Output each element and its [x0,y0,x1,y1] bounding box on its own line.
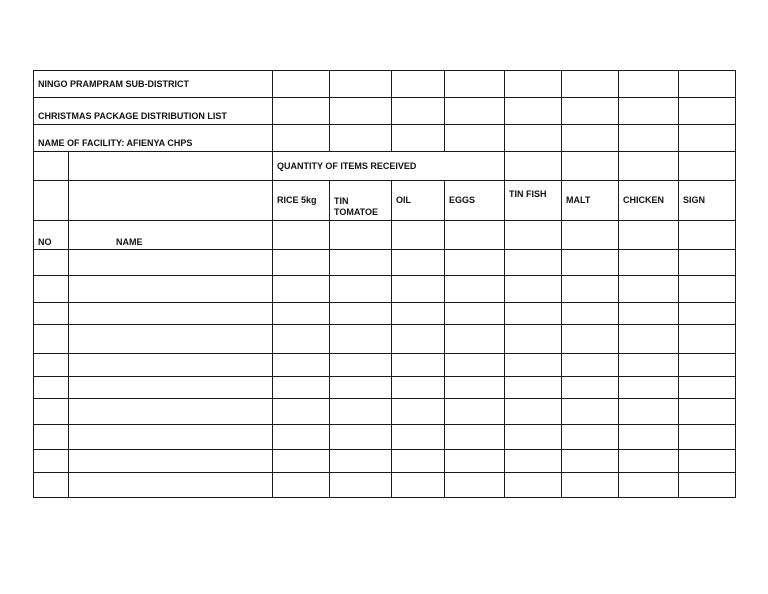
item-cell[interactable] [679,450,736,473]
table-row [34,399,736,425]
item-cell[interactable] [273,425,330,450]
item-cell[interactable] [619,399,679,425]
item-cell[interactable] [619,250,679,276]
item-cell[interactable] [562,377,619,399]
item-cell[interactable] [562,325,619,354]
item-cell[interactable] [679,303,736,325]
header-row-facility [34,125,736,152]
no-cell[interactable] [34,276,69,303]
blank-entry-rows [34,250,736,498]
col-no: NO [34,221,69,250]
item-cell[interactable] [330,450,392,473]
item-cell[interactable] [445,354,505,377]
item-cell[interactable] [619,473,679,498]
item-cell[interactable] [562,450,619,473]
item-cell[interactable] [330,399,392,425]
item-cell[interactable] [505,425,562,450]
list-title: CHRISTMAS PACKAGE DISTRIBUTION LIST [34,98,273,125]
item-cell[interactable] [505,276,562,303]
item-cell[interactable] [392,473,445,498]
table-row [34,354,736,377]
item-cell[interactable] [679,425,736,450]
district-title: NINGO PRAMPRAM SUB-DISTRICT [34,71,273,98]
item-cell[interactable] [392,354,445,377]
item-cell[interactable] [273,354,330,377]
table-row [34,325,736,354]
item-cell[interactable] [392,450,445,473]
item-cell[interactable] [273,250,330,276]
table-row [34,377,736,399]
item-cell[interactable] [445,473,505,498]
no-name-header-row [34,221,736,250]
item-cell[interactable] [392,425,445,450]
name-cell[interactable] [69,250,273,276]
item-cell[interactable] [679,473,736,498]
item-cell[interactable] [392,303,445,325]
item-cell[interactable] [445,425,505,450]
item-cell[interactable] [619,276,679,303]
item-cell[interactable] [619,450,679,473]
item-cell[interactable] [505,399,562,425]
item-cell[interactable] [445,276,505,303]
item-cell[interactable] [445,250,505,276]
no-cell[interactable] [34,425,69,450]
item-cell[interactable] [330,303,392,325]
item-cell[interactable] [619,377,679,399]
item-cell[interactable] [273,377,330,399]
col-name: NAME [69,221,273,250]
item-cell[interactable] [619,425,679,450]
item-cell[interactable] [330,377,392,399]
item-cell[interactable] [392,399,445,425]
table-row [34,250,736,276]
item-cell[interactable] [330,354,392,377]
item-cell[interactable] [505,303,562,325]
no-cell[interactable] [34,303,69,325]
name-cell[interactable] [69,354,273,377]
item-cell[interactable] [445,399,505,425]
item-cell[interactable] [505,250,562,276]
no-cell[interactable] [34,325,69,354]
no-cell[interactable] [34,377,69,399]
table-row [34,276,736,303]
item-cell[interactable] [679,325,736,354]
item-cell[interactable] [679,250,736,276]
item-column-header-row [34,181,736,221]
item-cell[interactable] [330,276,392,303]
item-cell[interactable] [619,354,679,377]
item-cell[interactable] [562,250,619,276]
item-cell[interactable] [679,276,736,303]
header-row-list-title [34,98,736,125]
col-sign: SIGN [679,181,736,221]
name-cell[interactable] [69,325,273,354]
name-cell[interactable] [69,399,273,425]
table-row [34,303,736,325]
col-tin-fish: TIN FISH [505,181,562,221]
item-cell[interactable] [505,377,562,399]
item-cell[interactable] [562,425,619,450]
table-row [34,425,736,450]
item-cell[interactable] [273,473,330,498]
name-cell[interactable] [69,377,273,399]
item-cell[interactable] [562,303,619,325]
item-cell[interactable] [392,325,445,354]
name-cell[interactable] [69,425,273,450]
table-row [34,450,736,473]
item-cell[interactable] [392,276,445,303]
name-cell[interactable] [69,473,273,498]
item-cell[interactable] [562,354,619,377]
item-cell[interactable] [562,276,619,303]
item-cell[interactable] [273,399,330,425]
col-malt: MALT [562,181,619,221]
item-cell[interactable] [445,377,505,399]
table-row [34,473,736,498]
item-cell[interactable] [330,325,392,354]
facility-name: NAME OF FACILITY: AFIENYA CHPS [34,125,273,152]
item-cell[interactable] [562,473,619,498]
item-cell[interactable] [505,473,562,498]
item-cell[interactable] [562,399,619,425]
col-oil: OIL [392,181,445,221]
item-cell[interactable] [679,399,736,425]
quantity-caption: QUANTITY OF ITEMS RECEIVED [273,152,505,181]
item-cell[interactable] [273,450,330,473]
col-chicken: CHICKEN [619,181,679,221]
no-cell[interactable] [34,473,69,498]
item-cell[interactable] [330,473,392,498]
item-cell[interactable] [679,354,736,377]
no-cell[interactable] [34,250,69,276]
header-row-district [34,71,736,98]
quantity-caption-row [34,152,736,181]
name-cell[interactable] [69,303,273,325]
col-tin-tomatoe: TIN TOMATOE [330,181,392,221]
item-cell[interactable] [330,250,392,276]
item-cell[interactable] [505,450,562,473]
item-cell[interactable] [679,377,736,399]
item-cell[interactable] [392,250,445,276]
item-cell[interactable] [619,325,679,354]
item-cell[interactable] [445,325,505,354]
col-rice: RICE 5kg [273,181,330,221]
item-cell[interactable] [445,303,505,325]
item-cell[interactable] [330,425,392,450]
item-cell[interactable] [273,325,330,354]
no-cell[interactable] [34,450,69,473]
item-cell[interactable] [445,450,505,473]
name-cell[interactable] [69,450,273,473]
item-cell[interactable] [392,377,445,399]
item-cell[interactable] [273,303,330,325]
distribution-list-table [33,70,736,498]
item-cell[interactable] [505,354,562,377]
item-cell[interactable] [273,276,330,303]
item-cell[interactable] [505,325,562,354]
name-cell[interactable] [69,276,273,303]
item-cell[interactable] [619,303,679,325]
no-cell[interactable] [34,354,69,377]
no-cell[interactable] [34,399,69,425]
col-eggs: EGGS [445,181,505,221]
